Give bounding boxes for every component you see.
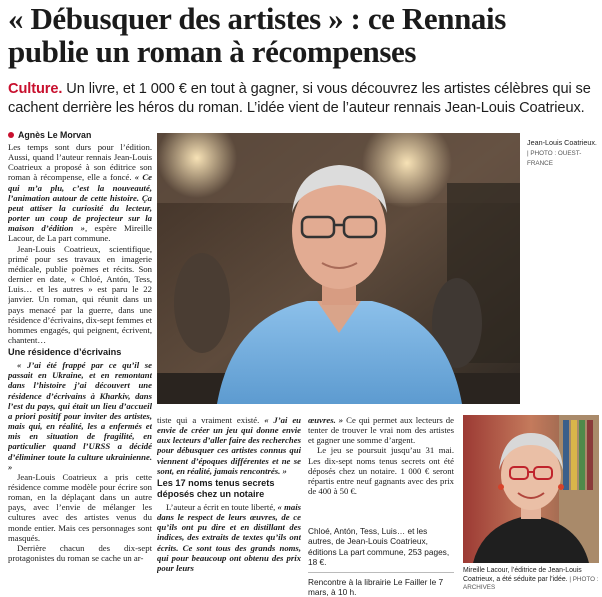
text-run: tiste qui a vraiment existé.	[157, 415, 265, 425]
paragraph	[308, 415, 454, 445]
main-photo	[157, 133, 520, 404]
text-run: , espère Mireille Lacour, de La part commune.	[8, 223, 152, 244]
standfirst-kicker: Culture.	[8, 81, 63, 97]
standfirst	[8, 80, 596, 117]
quote: œuvres. »	[308, 415, 344, 425]
quote: « mais dans le respect de leurs œuvres, de ce qu’ils ont pu dire et en distillant des indices, des extraits de textes qu’ils ont écrits. Ce sont tous des grands noms, qui pour beaucoup ont obtenu des prix pour leurs	[157, 501, 301, 573]
text-run: Ce qui permet aux lecteurs de tenter de trouver le vrai nom des artistes et gagner une somme d’argent.	[308, 415, 454, 446]
paragraph: Le jeu se poursuit jusqu’au 31 mai. Les dix-sept noms tenus secrets ont été déposés chez un notaire. 1 000 € seront répartis entre neuf gagnants avec des prix de 400 à 50 €.	[308, 445, 454, 497]
quote: « J’ai eu envie de créer un jeu qui donne envie aux lecteurs d’aller faire des recherches pour débusquer ces artistes connus qui viennent d’époques différentes et ne se sont, en réalité, jamais rencontrés. »	[157, 415, 301, 476]
caption-text: Mireille Lacour, l’éditrice de Jean-Louis Coatrieux, a été séduite par l’idée.	[463, 567, 582, 583]
paragraph	[8, 142, 152, 244]
headline-line-2: publie un roman à récompenses	[8, 34, 417, 69]
book-details: Chloé, Antón, Tess, Luis… et les autres, de Jean-Louis Coatrieux, éditions La part commune, 253 pages, 18 €.	[308, 526, 450, 568]
author-name: Agnès Le Morvan	[18, 130, 92, 140]
article-column-3	[308, 415, 454, 515]
headline-line-1: « Débusquer des artistes » : ce Rennais	[8, 1, 506, 36]
paragraph	[157, 502, 301, 573]
byline-dot-icon	[8, 132, 14, 138]
article-column-1	[8, 142, 152, 596]
subheading: Une résidence d’écrivains	[8, 347, 122, 358]
text-run: Les temps sont durs pour l’édition. Aussi, quand l’auteur rennais Jean-Louis Coatrieux a proposé à son éditrice son roman à récompense, elle a foncé.	[8, 142, 152, 183]
headline	[8, 2, 598, 68]
book-info-box	[308, 526, 454, 597]
photo-credit: | PHOTO : OUEST-FRANCE	[527, 150, 582, 167]
divider	[308, 572, 454, 573]
portrait-man-image	[157, 133, 520, 404]
quote-paragraph: « J’ai été frappé par ce qu’il se passait en Ukraine, et en remontant dans l’histoire j’ai découvert une résidence d’écrivains à Kharkiv, dans l’est du pays, qui était un lieu d’accueil a priori positif pour inviter des artistes, mais qui, en réalité, les a enfermés et mis en situation de fragilité, en particulier quand l’URSS a décidé d’éliminer toute la culture ukrainienne. »	[8, 360, 152, 472]
paragraph: Derrière chacun des dix-sept protagonistes du roman se cache un ar-	[8, 542, 152, 564]
paragraph: Jean-Louis Coatrieux, scientifique, primé pour ses travaux en imagerie médicale, publie poèmes et récits. Son dernier en date, « Chloé, Antón, Tess, Luis… et les autres » est paru le 22 janvier. Un roman, qui réunit dans un pays menacé par la guerre, dans une résidence d’écrivains, dix-sept femmes et hommes engagés, qui peignent, écrivent, chantent…	[8, 243, 152, 345]
paragraph: Jean-Louis Coatrieux a pris cette résidence comme modèle pour écrire son roman, en la déplaçant dans un autre pays, avec l’envie de mélanger les cultures avec des artistes venus du monde entier. Mais ces personnages sont masqués.	[8, 471, 152, 543]
standfirst-text: Un livre, et 1 000 € en tout à gagner, si vous découvrez les artistes célèbres qui se cachent derrière les héros du roman. L’idée vient de l’auteur rennais Jean-Louis Coatrieux.	[8, 81, 591, 116]
paragraph	[157, 415, 301, 476]
caption-text: Jean-Louis Coatrieux.	[527, 138, 597, 147]
article-column-2	[157, 415, 301, 596]
event-details: Rencontre à la librairie Le Failler le 7 mars, à 10 h.	[308, 576, 444, 597]
quote: « Ce qui m’a plu, c’est la nouveauté, l’animation autour de cette histoire. Ça peut attiser la curiosité du lecteur, porter un coup de projecteur sur la maison d’édition »	[8, 172, 152, 234]
text-run: L’auteur a écrit en toute liberté,	[166, 501, 278, 512]
secondary-photo	[463, 415, 599, 563]
photo-credit: | PHOTO : ARCHIVES	[463, 575, 599, 592]
secondary-photo-caption	[463, 567, 600, 593]
portrait-woman-image	[463, 415, 599, 563]
main-photo-caption	[527, 138, 597, 168]
subheading: Les 17 noms tenus secrets déposés chez un notaire	[157, 477, 275, 499]
byline	[8, 130, 153, 140]
